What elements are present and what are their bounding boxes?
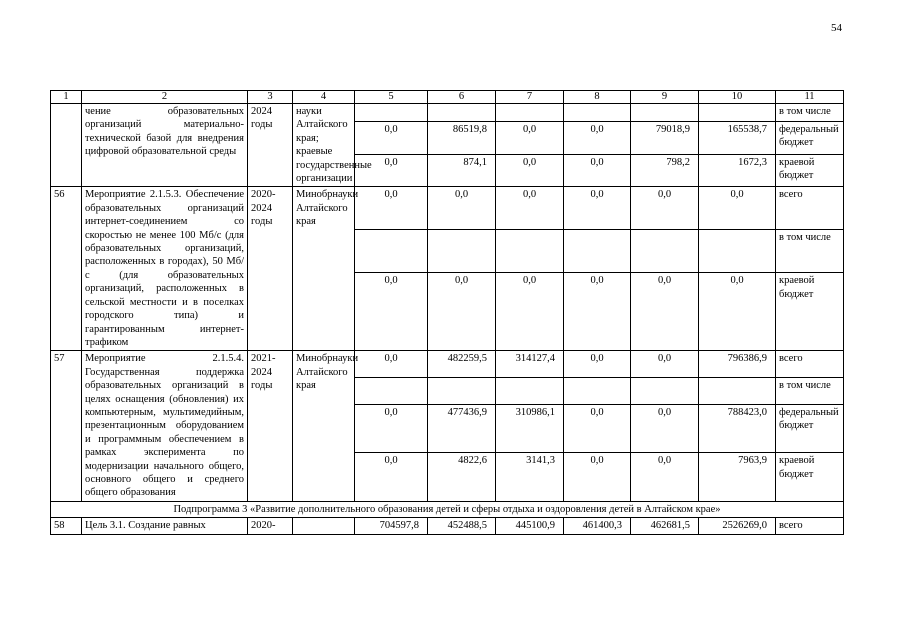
value-cell: 482259,5 <box>428 351 496 378</box>
executor-cell: науки Алтайского края; краевые государственные организации <box>293 104 355 187</box>
executor-cell <box>293 518 355 534</box>
source-cell: краевой бюджет <box>776 154 844 187</box>
table-row <box>51 187 844 230</box>
value-cell <box>631 378 699 405</box>
value-cell <box>699 104 776 122</box>
header-cell: 7 <box>496 91 564 104</box>
value-cell: 79018,9 <box>631 122 699 155</box>
activity-description: Мероприятие 2.1.5.3. Обеспечение образовательных организаций интернет-соединением со скоростью не менее 100 Мб/с (для образовательных организаций, расположенных в городах), 50 Мб/с (для образовательных организаций, расположенных в сельской местности и в поселках городского типа) и гарантированным интернет-трафиком <box>82 187 248 351</box>
value-cell: 0,0 <box>355 351 428 378</box>
row-number: 56 <box>51 187 82 351</box>
period-cell: 2020- <box>248 518 293 534</box>
value-cell: 0,0 <box>496 154 564 187</box>
source-cell: всего <box>776 187 844 230</box>
value-cell: 461400,3 <box>564 518 631 534</box>
value-cell: 0,0 <box>355 453 428 502</box>
value-cell <box>355 230 428 273</box>
value-cell: 0,0 <box>564 404 631 453</box>
header-cell: 9 <box>631 91 699 104</box>
value-cell: 4822,6 <box>428 453 496 502</box>
source-cell: в том числе <box>776 378 844 405</box>
activity-description: Цель 3.1. Создание равных <box>82 518 248 534</box>
value-cell: 452488,5 <box>428 518 496 534</box>
budget-table <box>50 90 844 535</box>
value-cell: 788423,0 <box>699 404 776 453</box>
value-cell: 0,0 <box>355 122 428 155</box>
value-cell: 310986,1 <box>496 404 564 453</box>
value-cell: 0,0 <box>564 187 631 230</box>
value-cell <box>564 104 631 122</box>
source-cell: краевой бюджет <box>776 453 844 502</box>
value-cell: 0,0 <box>355 154 428 187</box>
activity-description: чение образовательных организаций материально-технической базой для внедрения цифровой образовательной среды <box>82 104 248 187</box>
value-cell: 0,0 <box>428 273 496 351</box>
source-cell: в том числе <box>776 230 844 273</box>
value-cell: 3141,3 <box>496 453 564 502</box>
header-cell: 6 <box>428 91 496 104</box>
value-cell: 0,0 <box>355 187 428 230</box>
source-cell: федеральный бюджет <box>776 122 844 155</box>
value-cell: 0,0 <box>699 187 776 230</box>
value-cell <box>496 230 564 273</box>
executor-cell: Минобрнауки Алтайского края <box>293 351 355 501</box>
value-cell <box>699 378 776 405</box>
value-cell: 314127,4 <box>496 351 564 378</box>
value-cell: 0,0 <box>428 187 496 230</box>
row-number <box>51 104 82 187</box>
value-cell: 0,0 <box>564 453 631 502</box>
header-cell: 5 <box>355 91 428 104</box>
value-cell: 165538,7 <box>699 122 776 155</box>
period-cell: 2020-2024 годы <box>248 187 293 351</box>
subprogram-title: Подпрограмма 3 «Развитие дополнительного образования детей и сферы отдыха и оздоровления детей в Алтайском крае» <box>51 501 844 517</box>
source-cell: всего <box>776 351 844 378</box>
value-cell: 477436,9 <box>428 404 496 453</box>
header-cell: 1 <box>51 91 82 104</box>
header-cell: 2 <box>82 91 248 104</box>
row-number: 57 <box>51 351 82 501</box>
period-cell: 2021-2024 годы <box>248 351 293 501</box>
value-cell: 0,0 <box>631 404 699 453</box>
value-cell: 0,0 <box>355 404 428 453</box>
source-cell: краевой бюджет <box>776 273 844 351</box>
table-row <box>51 501 844 517</box>
value-cell <box>699 230 776 273</box>
value-cell: 0,0 <box>496 273 564 351</box>
value-cell: 0,0 <box>699 273 776 351</box>
header-row <box>51 91 844 104</box>
value-cell: 0,0 <box>631 273 699 351</box>
value-cell <box>631 230 699 273</box>
row-number: 58 <box>51 518 82 534</box>
table-row <box>51 351 844 378</box>
value-cell: 796386,9 <box>699 351 776 378</box>
value-cell: 0,0 <box>631 351 699 378</box>
table-row <box>51 104 844 122</box>
header-cell: 8 <box>564 91 631 104</box>
value-cell: 798,2 <box>631 154 699 187</box>
header-cell: 11 <box>776 91 844 104</box>
value-cell: 874,1 <box>428 154 496 187</box>
value-cell: 0,0 <box>564 273 631 351</box>
value-cell <box>428 378 496 405</box>
header-cell: 3 <box>248 91 293 104</box>
value-cell: 1672,3 <box>699 154 776 187</box>
source-cell: всего <box>776 518 844 534</box>
activity-description: Мероприятие 2.1.5.4. Государственная поддержка образовательных организаций в целях оснащения (обновления) их компьютерным, мультимедийным, презентационным оборудованием и программным обеспечением в рамках эксперимента по модернизации начального общего, основного общего и среднего общего образования <box>82 351 248 501</box>
value-cell <box>496 378 564 405</box>
value-cell: 0,0 <box>631 453 699 502</box>
value-cell: 704597,8 <box>355 518 428 534</box>
header-cell: 10 <box>699 91 776 104</box>
value-cell <box>355 378 428 405</box>
value-cell <box>564 230 631 273</box>
source-cell: федеральный бюджет <box>776 404 844 453</box>
value-cell: 0,0 <box>564 351 631 378</box>
value-cell: 0,0 <box>355 273 428 351</box>
value-cell <box>355 104 428 122</box>
value-cell: 445100,9 <box>496 518 564 534</box>
page-number: 54 <box>831 22 842 34</box>
value-cell <box>564 378 631 405</box>
executor-cell: Минобрнауки Алтайского края <box>293 187 355 351</box>
value-cell: 86519,8 <box>428 122 496 155</box>
value-cell: 0,0 <box>496 122 564 155</box>
value-cell: 0,0 <box>631 187 699 230</box>
value-cell: 0,0 <box>564 154 631 187</box>
value-cell: 462681,5 <box>631 518 699 534</box>
value-cell <box>631 104 699 122</box>
value-cell: 0,0 <box>564 122 631 155</box>
value-cell <box>428 104 496 122</box>
table-row <box>51 518 844 534</box>
period-cell: 2024 годы <box>248 104 293 187</box>
value-cell: 0,0 <box>496 187 564 230</box>
value-cell <box>496 104 564 122</box>
value-cell <box>428 230 496 273</box>
header-cell: 4 <box>293 91 355 104</box>
source-cell: в том числе <box>776 104 844 122</box>
value-cell: 2526269,0 <box>699 518 776 534</box>
value-cell: 7963,9 <box>699 453 776 502</box>
